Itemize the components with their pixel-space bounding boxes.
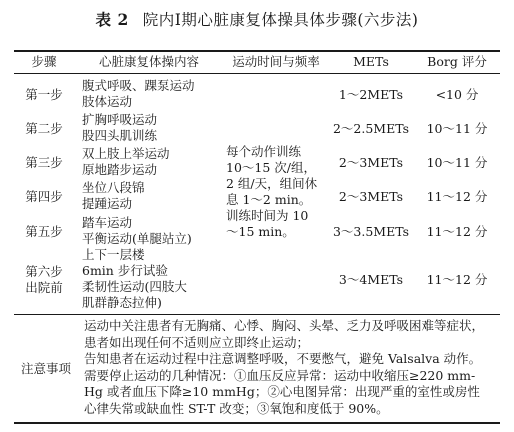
row-6-content-3: 柔韧性运动(四肢大 — [82, 279, 187, 294]
row-3-mets: 2～3METs — [338, 155, 404, 170]
row-3-step: 第三步 — [25, 155, 63, 170]
row-6-mets: 3～4METs — [338, 272, 404, 287]
frequency-line-6: ～15 min。 — [226, 224, 295, 239]
header-step: 步骤 — [31, 54, 57, 69]
frequency-line-3: 2 组/天，组间休 — [226, 176, 318, 191]
row-5-step: 第五步 — [25, 224, 63, 239]
row-5-mets: 3～3.5METs — [332, 224, 410, 239]
table-label: 表 2 — [95, 10, 129, 29]
row-3-borg: 10～11 分 — [426, 155, 488, 170]
row-4-content-1: 坐位八段锦 — [82, 180, 145, 195]
row-3-content-1: 双上肢上举运动 — [82, 146, 170, 161]
row-5-content-1: 踏车运动 — [82, 215, 133, 230]
row-4-mets: 2～3METs — [338, 189, 404, 204]
notes-line-6: 心律失常或缺血性 ST-T 改变；③氧饱和度低于 90%。 — [84, 400, 389, 416]
row-6-step-2: 出院前 — [25, 280, 63, 295]
row-1-mets: 1～2METs — [338, 87, 404, 102]
table-caption — [0, 8, 514, 30]
notes-line-4: 需要停止运动的几种情况：①血压反应异常：运动中收缩压≥220 mm- — [84, 367, 476, 383]
row-1-step: 第一步 — [25, 87, 63, 102]
row-6-step-1: 第六步 — [25, 264, 63, 279]
header-content: 心脏康复体操内容 — [98, 54, 199, 69]
row-6-content-1: 上下一层楼 — [82, 247, 145, 262]
row-4-step: 第四步 — [25, 189, 63, 204]
row-2-step: 第二步 — [25, 121, 63, 136]
frequency-line-5: 训练时间为 10 — [226, 208, 309, 223]
header-frequency: 运动时间与频率 — [232, 54, 320, 69]
top-rule — [14, 50, 500, 52]
row-2-mets: 2～2.5METs — [332, 121, 410, 136]
notes-label: 注意事项 — [20, 361, 71, 376]
table-title: 院内Ⅰ期心脏康复体操具体步骤(六步法) — [142, 11, 419, 29]
frequency-line-2: 10～15 次/组， — [226, 160, 316, 175]
notes-line-1: 运动中关注患者有无胸痛、心悸、胸闷、头晕、乏力及呼吸困难等症状， — [84, 318, 485, 333]
bottom-rule — [14, 422, 500, 424]
notes-rule — [14, 314, 500, 315]
row-4-content-2: 提踵运动 — [82, 196, 133, 211]
row-5-content-2: 平衡运动(单腿站立) — [82, 231, 192, 246]
header-rule — [14, 73, 500, 74]
row-4-borg: 11～12 分 — [426, 189, 488, 204]
row-6-content-4: 肌群静态拉伸) — [82, 295, 162, 310]
row-1-borg: <10 分 — [435, 87, 479, 102]
row-2-content-1: 扩胸呼吸运动 — [82, 112, 158, 127]
notes-line-2: 患者如出现任何不适则应立即终止运动； — [84, 334, 310, 350]
notes-line-5: Hg 或者血压下降≥10 mmHg；②心电图异常：出现严重的室性或房性 — [84, 384, 480, 399]
row-5-borg: 11～12 分 — [426, 224, 488, 239]
row-2-borg: 10～11 分 — [426, 121, 488, 136]
frequency-line-4: 息 1～2 min。 — [226, 192, 312, 207]
frequency-line-1: 每个动作训练 — [226, 144, 302, 159]
header-mets: METs — [353, 54, 389, 69]
row-6-content-2: 6min 步行试验 — [82, 263, 168, 278]
row-1-content-2: 肢体运动 — [82, 94, 133, 109]
header-borg: Borg 评分 — [427, 54, 487, 69]
row-1-content-1: 腹式呼吸、踝泵运动 — [82, 78, 195, 93]
row-2-content-2: 股四头肌训练 — [82, 128, 158, 143]
notes-line-3: 告知患者在运动过程中注意调整呼吸，不要憋气，避免 Valsalva 动作。 — [84, 351, 482, 366]
row-3-content-2: 原地踏步运动 — [82, 162, 158, 177]
row-6-borg: 11～12 分 — [426, 272, 488, 287]
